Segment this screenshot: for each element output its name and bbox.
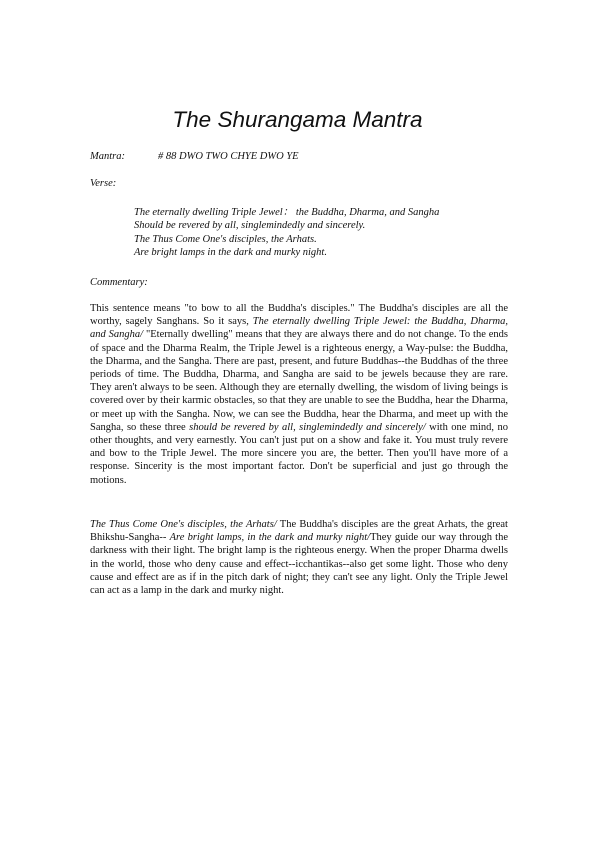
mantra-value: # 88 DWO TWO CHYE DWO YE: [158, 151, 299, 162]
page-title: The Shurangama Mantra: [172, 107, 423, 132]
verse-line: Are bright lamps in the dark and murky night.: [134, 246, 327, 258]
text-run: The Buddha's disciples are the great Arhats, the great Bhikshu-Sangha--: [90, 519, 508, 544]
quoted-verse: The eternally dwelling Triple Jewel: the Buddha, Dharma, and Sangha/: [90, 316, 508, 341]
verse-label: Verse:: [90, 178, 117, 189]
quoted-verse: Are bright lamps, in the dark and murky night/: [169, 532, 371, 544]
text-run: "Eternally dwelling" means that they are always there and do not change. To the ends of space and the Dharma Realm, the Triple Jewel is a righteous energy, a Way-pulse: the Buddha, the Dharma, and the Sangha. There are past, present, and future Buddhas--the Buddhas of the three periods of time. The Buddha, Dharma, and Sangha are said to be jewels because they are rare. They aren't always to be seen. Although they are eternally dwelling, the wisdom of living beings is covered over by their karmic obstacles, so that they are unable to see the Buddha, hear the Dharma, or meet up with the Sangha. Now, we can see the Buddha, hear the Dharma, and meet up with the Sangha, so these three: [90, 329, 509, 433]
mantra-label: Mantra:: [90, 151, 125, 162]
text-run: This sentence means "to bow to all the Buddha's disciples." The Buddha's disciples are all the worthy, sagely Sanghans. So it says,: [90, 303, 508, 328]
text-run: with one mind, no other thoughts, and very earnestly. You can't just put on a show and fake it. You must truly revere and bow to the Triple Jewel. The more sincere you are, the better. Then you'll have more of a response. Sincerity is the most important factor. Don't be superficial and just go through the motions.: [90, 421, 508, 486]
verse-line: Should be revered by all, singlemindedly and sincerely.: [134, 220, 366, 232]
commentary-paragraph-2: [90, 518, 508, 597]
quoted-verse: The Thus Come One's disciples, the Arhats/: [90, 519, 277, 530]
commentary-paragraph-1: [90, 302, 508, 487]
verse-block: [134, 206, 439, 259]
verse-line: The eternally dwelling Triple Jewel： the Buddha, Dharma, and Sangha: [134, 207, 440, 218]
verse-line: The Thus Come One's disciples, the Arhats.: [134, 233, 317, 245]
quoted-verse: should be revered by all, singlemindedly and sincerely/: [189, 421, 426, 433]
text-run: They guide our way through the darkness with their light. The bright lamp is the righteous energy. When the proper Dharma dwells in the world, those who deny cause and effect--icchantikas--also get some light. Those who deny cause and effect are as if in the pitch dark of night; they can't see any light. Only the Triple Jewel can act as a lamp in the dark and murky night.: [90, 532, 508, 597]
commentary-label: Commentary:: [90, 277, 148, 288]
